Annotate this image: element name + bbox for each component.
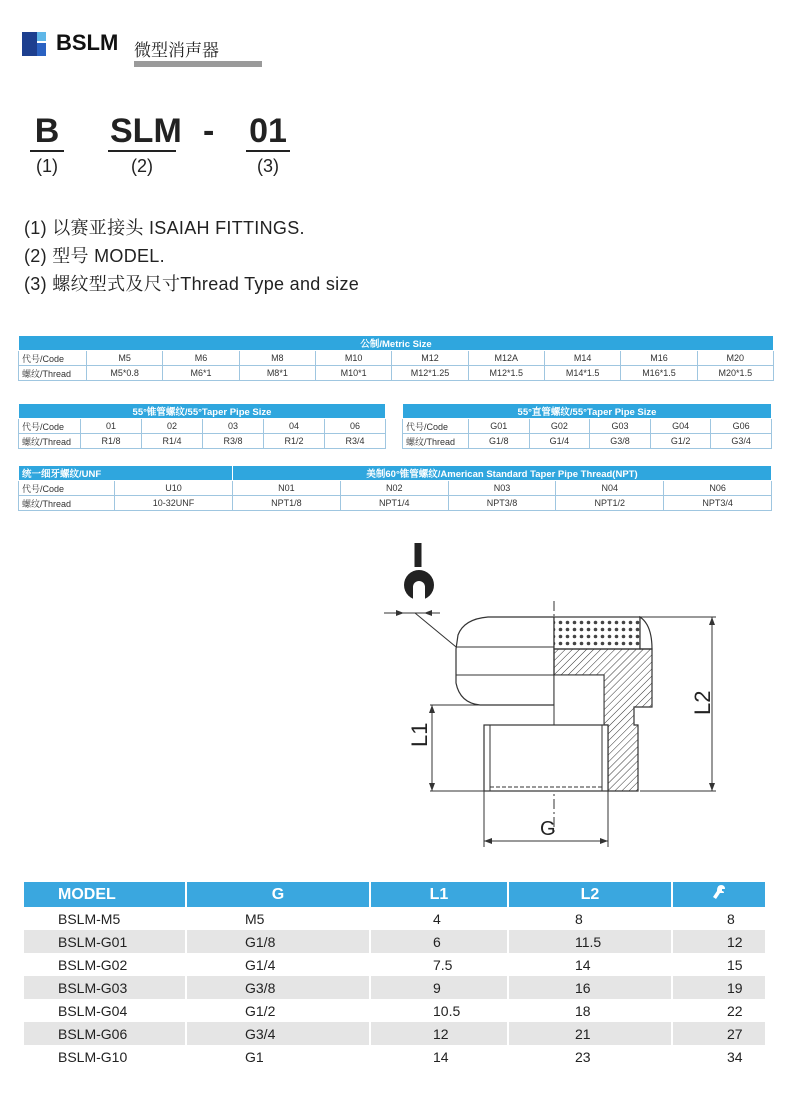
wrench-icon [712,884,726,900]
table-row [24,930,766,953]
header-l2: L2 [508,882,672,907]
table-row [24,953,766,976]
wrench-size-cell: 15 [672,953,766,976]
header-model: MODEL [24,882,186,907]
brand-logo-icon [22,32,46,56]
header-l1: L1 [370,882,508,907]
metric-code-row: 代号/Code M5 M6 M8 M10 M12 M12A M14 M16 M20 [19,351,774,366]
unf-npt-thread-row: 螺纹/Thread 10-32UNF NPT1/8 NPT1/4 NPT3/8 NPT1/2 NPT3/4 [19,496,772,511]
page-header [22,32,252,66]
model-code-part-2: SLM (2) [110,112,182,176]
wrench-symbol-icon [404,543,434,601]
npt-table-title: 美制60°锥管螺纹/American Standard Taper Pipe Thread(NPT) [233,466,772,481]
g-cell: G3/8 [186,976,370,999]
taper-pipe-table [18,403,386,449]
l1-cell: 9 [370,976,508,999]
table-row [24,976,766,999]
metric-thread-row: 螺纹/Thread M5*0.8 M6*1 M8*1 M10*1 M12*1.25 M12*1.5 M14*1.5 M16*1.5 M20*1.5 [19,366,774,381]
wrench-size-cell: 34 [672,1045,766,1068]
model-cell: BSLM-G02 [24,953,186,976]
model-cell: BSLM-G10 [24,1045,186,1068]
dimension-g-label: G [540,818,556,840]
model-code-part-1: B (1) [30,112,64,177]
metric-table-title: 公制/Metric Size [19,336,774,351]
straight-table-title: 55°直管螺纹/55°Taper Pipe Size [403,404,772,419]
unf-npt-table [18,465,772,511]
description-line: (1) 以赛亚接头 ISAIAH FITTINGS. [24,218,305,238]
l2-cell: 14 [508,953,672,976]
dimension-table [24,882,767,1068]
l1-cell: 4 [370,907,508,930]
metric-size-table [18,335,774,381]
g-cell: G1/4 [186,953,370,976]
l2-cell: 21 [508,1022,672,1045]
l2-cell: 23 [508,1045,672,1068]
taper-code-row: 代号/Code 01 02 03 04 06 [19,419,386,434]
table-row [24,999,766,1022]
l2-cell: 18 [508,999,672,1022]
l2-cell: 11.5 [508,930,672,953]
table-row [24,1022,766,1045]
l1-cell: 7.5 [370,953,508,976]
model-cell: BSLM-G06 [24,1022,186,1045]
l2-cell: 16 [508,976,672,999]
description-line: (3) 螺纹型式及尺寸Thread Type and size [24,274,360,294]
dimension-l2-label: L2 [690,690,715,715]
wrench-size-cell: 22 [672,999,766,1022]
g-cell: G1/8 [186,930,370,953]
g-cell: M5 [186,907,370,930]
title-underline [134,61,262,67]
taper-thread-row: 螺纹/Thread R1/8 R1/4 R3/8 R1/2 R3/4 [19,434,386,449]
brand-name: BSLM [56,30,119,55]
table-row [24,1045,766,1068]
straight-pipe-table [402,403,772,449]
page-title: 微型消声器 [134,41,219,60]
l1-cell: 14 [370,1045,508,1068]
wrench-size-cell: 8 [672,907,766,930]
wrench-size-cell: 12 [672,930,766,953]
g-cell: G1/2 [186,999,370,1022]
l1-cell: 12 [370,1022,508,1045]
g-cell: G1 [186,1045,370,1068]
g-cell: G3/4 [186,1022,370,1045]
unf-npt-code-row: 代号/Code U10 N01 N02 N03 N04 N06 [19,481,772,496]
l1-cell: 6 [370,930,508,953]
straight-code-row: 代号/Code G01 G02 G03 G04 G06 [403,419,772,434]
dimension-l1-label: L1 [407,722,432,747]
wrench-size-cell: 19 [672,976,766,999]
straight-thread-row: 螺纹/Thread G1/8 G1/4 G3/8 G1/2 G3/4 [403,434,772,449]
description-line: (2) 型号 MODEL. [24,246,165,266]
l2-cell: 8 [508,907,672,930]
model-code-part-3: 01 (3) [246,112,290,177]
silencer-technical-drawing [340,535,720,855]
wrench-size-cell: 27 [672,1022,766,1045]
unf-table-title: 统一细牙螺纹/UNF [19,466,233,481]
table-row [24,907,766,930]
model-cell: BSLM-G04 [24,999,186,1022]
taper-table-title: 55°锥管螺纹/55°Taper Pipe Size [19,404,386,419]
model-cell: BSLM-G03 [24,976,186,999]
header-wrench-size [672,882,766,907]
model-cell: BSLM-M5 [24,907,186,930]
dimension-table-header [24,882,766,907]
l1-cell: 10.5 [370,999,508,1022]
header-g: G [186,882,370,907]
model-cell: BSLM-G01 [24,930,186,953]
model-code-separator: - [203,112,215,150]
